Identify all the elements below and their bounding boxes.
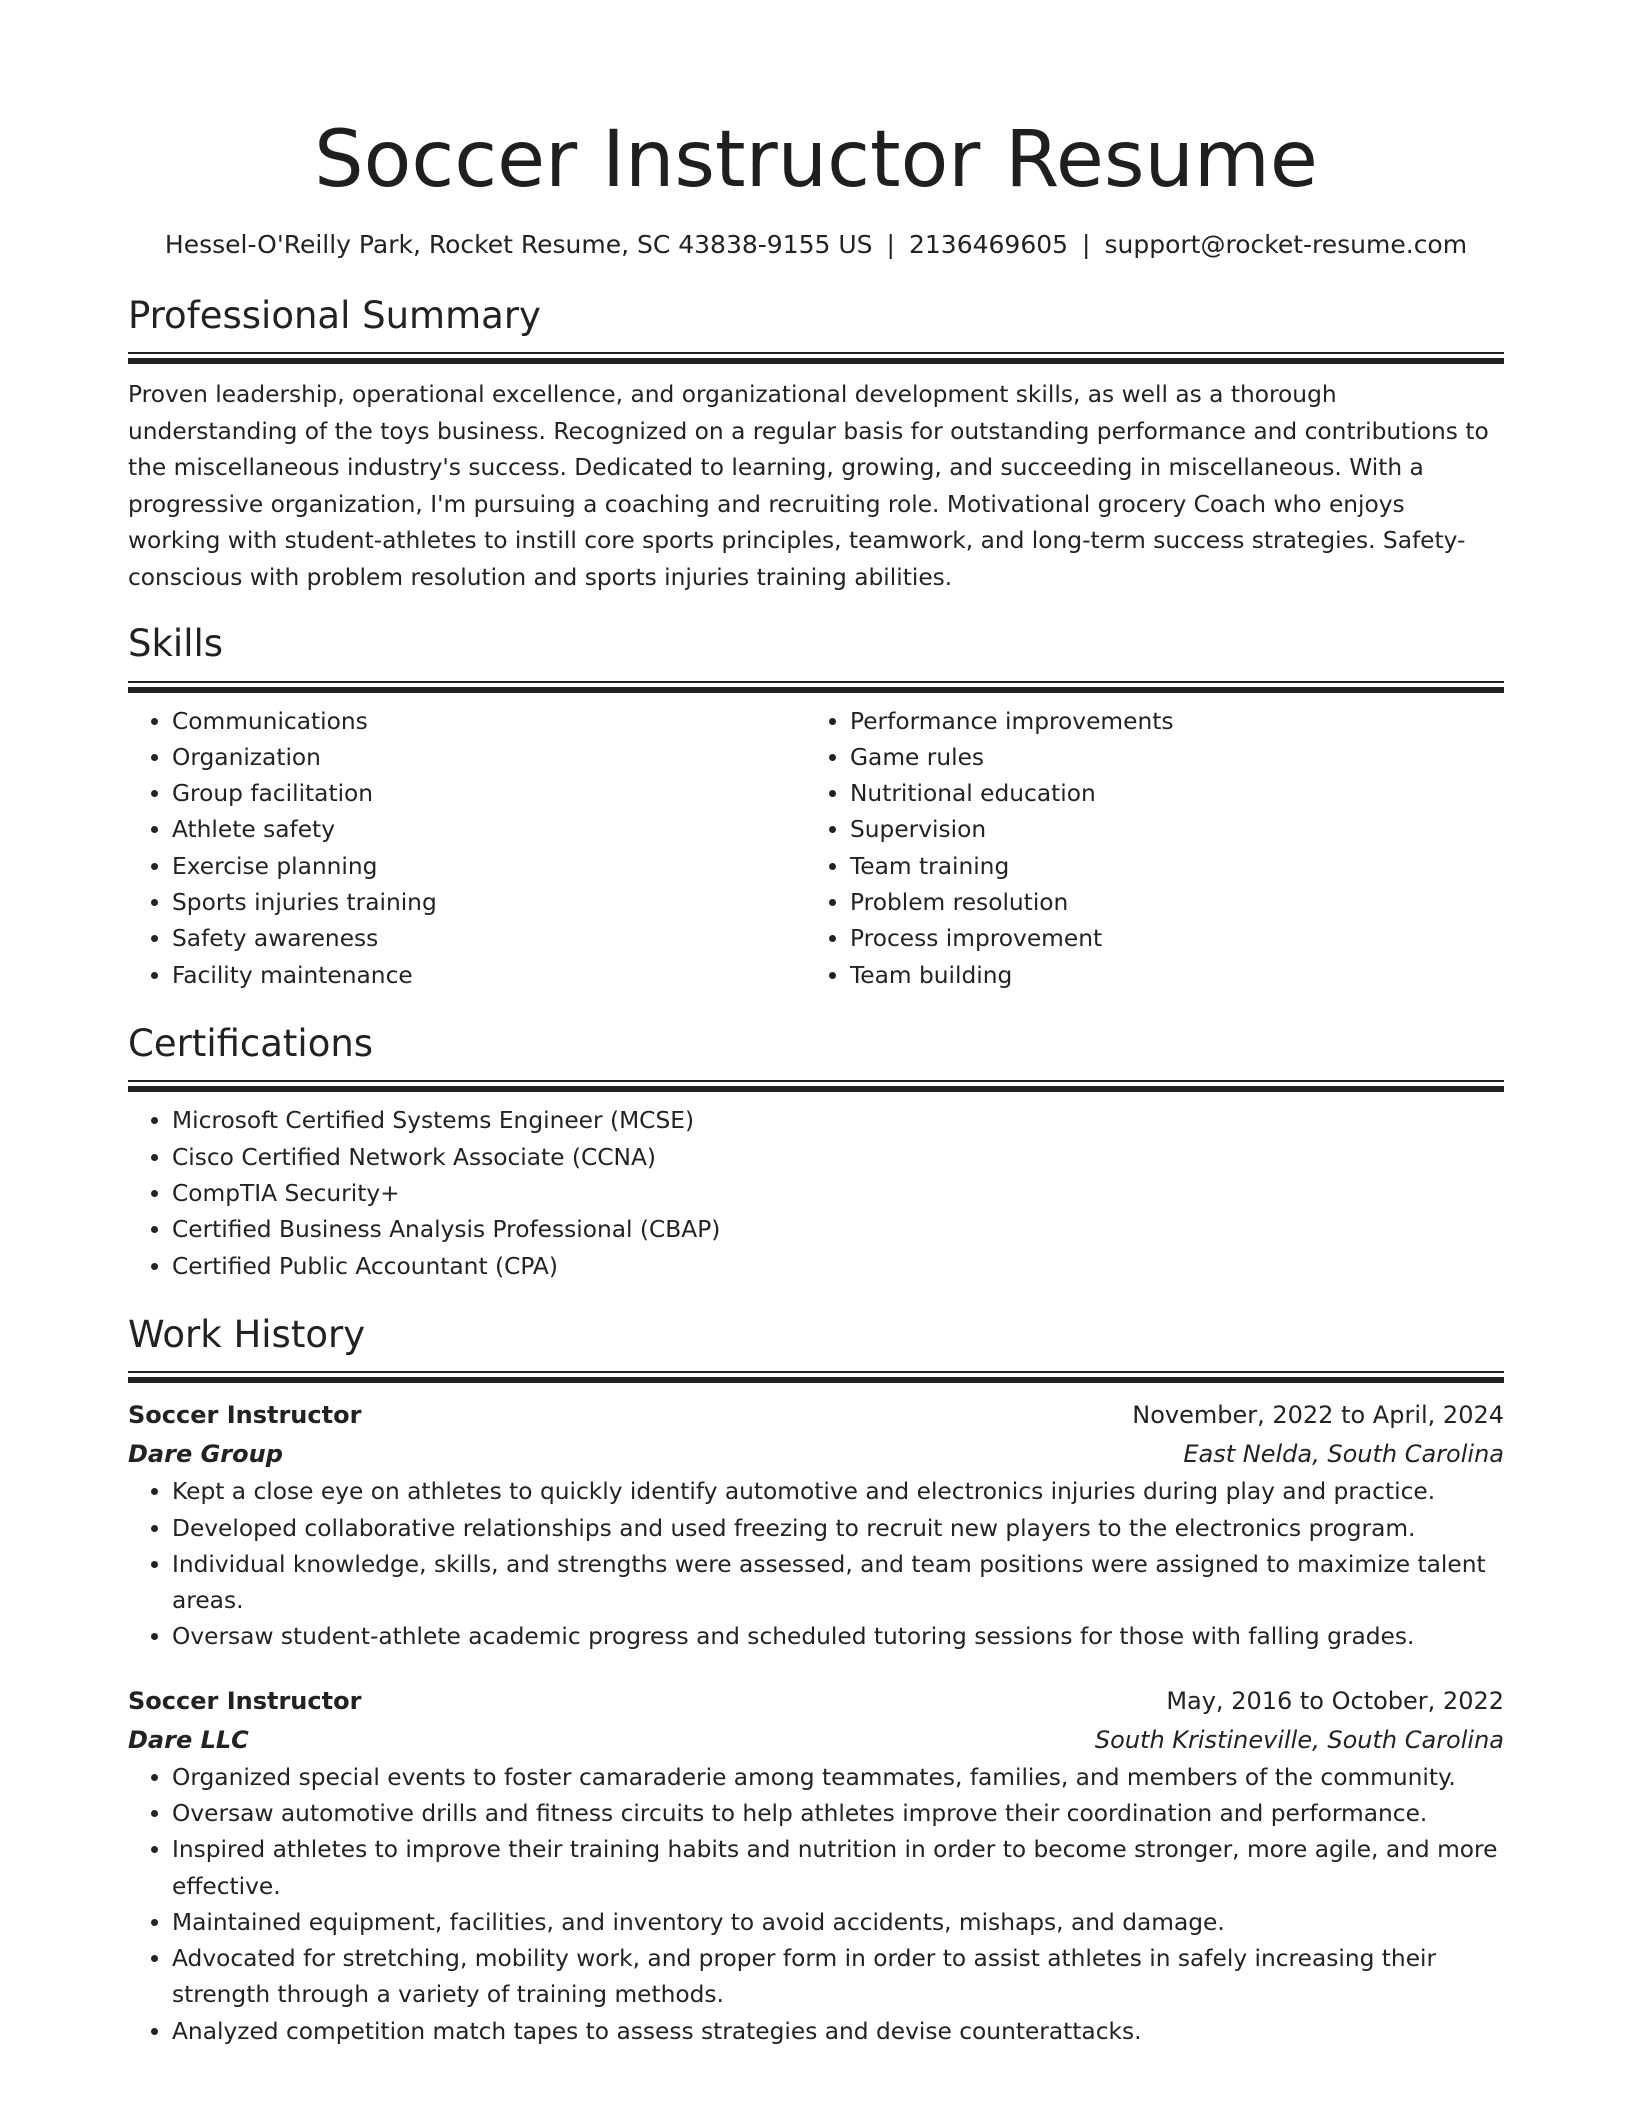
job-duty: • Advocated for stretching, mobility work, and proper form in order to assist athletes in safely increasing their strength through a variety of training methods.	[172, 1941, 1504, 2014]
job-entry	[128, 1396, 1504, 1655]
job-entry	[128, 1682, 1504, 2050]
certifications-list	[128, 1103, 1504, 1284]
work-history-section	[128, 1313, 1504, 2050]
skill-item: • Game rules	[850, 740, 1484, 776]
summary-text: Proven leadership, operational excellence, and organizational development skills, as well as a thorough understanding of the toys business. Recognized on a regular basis for outstanding performance and contributions to the miscellaneous industry's success. Dedicated to learning, growing, and succeeding in miscellaneous. With a progressive organization, I'm pursuing a coaching and recruiting role. Motivational grocery Coach who enjoys working with student-athletes to instill core sports principles, teamwork, and long-term success strategies. Safety-conscious with problem resolution and sports injuries training abilities.	[128, 381, 1489, 591]
contact-phone: 2136469605	[908, 229, 1069, 259]
skill-item: • Nutritional education	[850, 776, 1484, 812]
job-duty: • Oversaw automotive drills and fitness circuits to help athletes improve their coordination and performance.	[172, 1796, 1504, 1832]
certification-item: • Cisco Certified Network Associate (CCNA)	[172, 1140, 1504, 1176]
job-company: Dare Group	[128, 1440, 283, 1469]
job-location: South Kristineville, South Carolina	[1094, 1725, 1504, 1754]
job-duties-list	[128, 1760, 1504, 2050]
contact-separator: |	[1082, 229, 1091, 259]
section-heading-summary: Professional Summary	[128, 293, 541, 337]
job-header	[128, 1682, 1504, 1720]
skills-column-left	[128, 704, 806, 994]
job-location: East Nelda, South Carolina	[1183, 1440, 1504, 1469]
skills-section	[128, 622, 1504, 994]
section-divider	[128, 1371, 1504, 1382]
summary-section	[128, 294, 1504, 596]
certification-item: • Microsoft Certified Systems Engineer (MCSE)	[172, 1103, 1504, 1139]
job-title: Soccer Instructor	[128, 1686, 362, 1715]
skill-item: • Team training	[850, 849, 1484, 885]
certification-item: • Certified Business Analysis Professional (CBAP)	[172, 1212, 1504, 1248]
skill-item: • Sports injuries training	[172, 885, 806, 921]
section-divider	[128, 1080, 1504, 1091]
skill-item: • Problem resolution	[850, 885, 1484, 921]
contact-email[interactable]: support@rocket-resume.com	[1104, 229, 1468, 259]
section-divider	[128, 352, 1504, 363]
skills-grid	[128, 704, 1504, 994]
skill-item: • Safety awareness	[172, 921, 806, 957]
section-heading-skills: Skills	[128, 622, 224, 666]
skills-column-right	[806, 704, 1484, 994]
job-title: Soccer Instructor	[128, 1401, 362, 1430]
job-duty: • Kept a close eye on athletes to quickly identify automotive and electronics injuries during play and practice.	[172, 1474, 1504, 1510]
contact-line	[128, 230, 1504, 260]
skill-item: • Facility maintenance	[172, 958, 806, 994]
certification-item: • Certified Public Accountant (CPA)	[172, 1249, 1504, 1285]
job-duty: • Developed collaborative relationships and used freezing to recruit new players to the electronics program.	[172, 1511, 1504, 1547]
certifications-section	[128, 1022, 1504, 1285]
job-duty: • Maintained equipment, facilities, and inventory to avoid accidents, mishaps, and damage.	[172, 1905, 1504, 1941]
section-heading-certifications: Certifications	[128, 1021, 374, 1065]
contact-address: Hessel-O'Reilly Park, Rocket Resume, SC 43838-9155 US	[164, 229, 873, 259]
certification-item: • CompTIA Security+	[172, 1176, 1504, 1212]
job-duty: • Oversaw student-athlete academic progress and scheduled tutoring sessions for those with falling grades.	[172, 1619, 1504, 1655]
job-duty: • Analyzed competition match tapes to assess strategies and devise counterattacks.	[172, 2014, 1504, 2050]
skill-item: • Group facilitation	[172, 776, 806, 812]
skill-item: • Exercise planning	[172, 849, 806, 885]
job-company: Dare LLC	[128, 1725, 249, 1754]
job-header	[128, 1396, 1504, 1434]
contact-separator: |	[886, 229, 895, 259]
section-heading-work-history: Work History	[128, 1312, 366, 1356]
job-duties-list	[128, 1474, 1504, 1655]
skill-item: • Performance improvements	[850, 704, 1484, 740]
job-dates: May, 2016 to October, 2022	[1166, 1686, 1504, 1715]
section-divider	[128, 681, 1504, 692]
skill-item: • Communications	[172, 704, 806, 740]
job-duty: • Organized special events to foster camaraderie among teammates, families, and members of the community.	[172, 1760, 1504, 1796]
job-subheader	[128, 1720, 1504, 1760]
resume-page	[128, 0, 1504, 2050]
skill-item: • Athlete safety	[172, 812, 806, 848]
job-duty: • Inspired athletes to improve their training habits and nutrition in order to become stronger, more agile, and more effective.	[172, 1832, 1504, 1905]
job-dates: November, 2022 to April, 2024	[1132, 1401, 1504, 1430]
skill-item: • Organization	[172, 740, 806, 776]
job-duty: • Individual knowledge, skills, and strengths were assessed, and team positions were assigned to maximize talent areas.	[172, 1547, 1504, 1620]
job-subheader	[128, 1434, 1504, 1474]
skill-item: • Team building	[850, 958, 1484, 994]
page-title: Soccer Instructor Resume	[314, 115, 1318, 205]
skill-item: • Supervision	[850, 812, 1484, 848]
skill-item: • Process improvement	[850, 921, 1484, 957]
